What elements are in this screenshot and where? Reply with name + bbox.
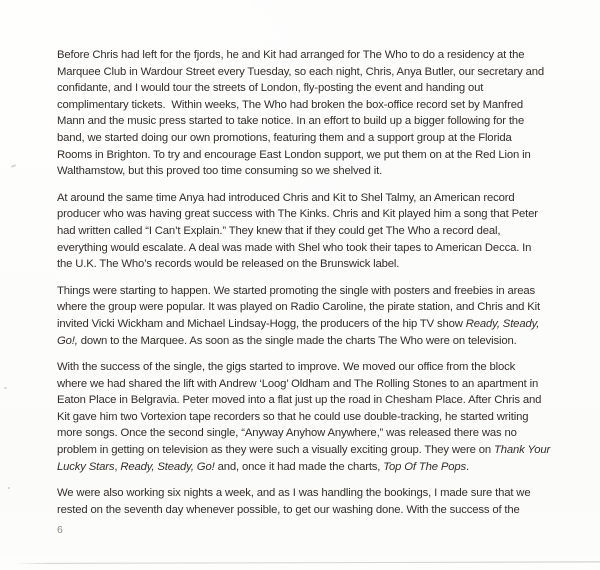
text-segment: With the success of the single, the gigs started to improve. We moved our office from the block (57, 361, 516, 374)
text-line (57, 299, 573, 316)
page-text (57, 47, 573, 528)
text-line (57, 442, 573, 459)
text-line (57, 130, 573, 147)
text-segment: Top Of The Pops (383, 460, 467, 473)
text-segment: . (466, 460, 470, 473)
text-segment: , (114, 460, 121, 473)
text-segment: Walthamstow, but this proved too time consuming so we shelved it. (57, 165, 383, 178)
text-segment: and, once it had made the charts, (214, 460, 384, 473)
text-segment: Thank Your (494, 444, 551, 457)
text-line (57, 47, 573, 64)
text-line (57, 333, 573, 350)
text-segment: At around the same time Anya had introduced Chris and Kit to Shel Talmy, an American record (57, 191, 515, 204)
text-line (57, 163, 573, 180)
text-line (57, 206, 573, 223)
text-line (57, 223, 573, 240)
text-segment: We were also working six nights a week, and as I was handling the bookings, I made sure that we (57, 487, 531, 500)
text-line (57, 425, 573, 442)
text-segment: Eaton Place in Belgravia. Peter moved into a flat just up the road in Chesham Place. After Chris and (57, 394, 542, 407)
text-segment: Go!, (57, 334, 78, 347)
text-segment: complimentary tickets. Within weeks, The Who had broken the box-office record set by Manfred (57, 98, 523, 111)
text-line (57, 147, 573, 164)
paragraph (57, 47, 573, 180)
text-segment: problem in getting on television as they were such a visually exciting group. They were on (57, 444, 495, 457)
text-segment: Things were starting to happen. We started promoting the single with posters and freebies in areas (57, 284, 536, 297)
text-segment: band, we started doing our own promotions, featuring them and a support group at the Florida (57, 131, 512, 144)
text-segment: Lucky Stars (57, 460, 115, 473)
scan-speck (8, 487, 10, 489)
text-segment: producer who was having great success with The Kinks. Chris and Kit played him a song that Peter (57, 208, 538, 221)
text-line (57, 485, 573, 502)
paragraph (57, 359, 573, 475)
page-edge-background (0, 565, 600, 570)
text-segment: the U.K. The Who’s records would be released on the Brunswick label. (57, 258, 400, 271)
text-line (57, 190, 573, 207)
text-segment: invited Vicki Wickham and Michael Lindsay-Hogg, the producers of the hip TV show (57, 317, 466, 330)
text-segment: confidante, and I would tour the streets of London, fly-posting the event and handing out (57, 82, 484, 95)
text-segment: more songs. Once the second single, “Anyway Anyhow Anywhere,” was released there was no (57, 427, 517, 440)
text-segment: Marquee Club in Wardour Street every Tuesday, so each night, Chris, Anya Butler, our secretary and (57, 65, 545, 78)
text-line (57, 97, 573, 114)
text-line (57, 459, 573, 476)
text-segment: everything would escalate. A deal was made with Shel who took their tapes to American Decca. In (57, 241, 532, 254)
text-segment: Kit gave him two Vortexion tape recorders so that he could use double-tracking, he started writing (57, 410, 529, 423)
paragraph (57, 190, 573, 273)
text-line (57, 80, 573, 97)
text-line (57, 359, 573, 376)
text-line (57, 392, 573, 409)
text-segment: Ready, Steady, Go! (120, 460, 215, 473)
paragraph (57, 485, 573, 518)
text-segment: Before Chris had left for the fjords, he and Kit had arranged for The Who to do a residency at the (57, 49, 525, 61)
text-segment: where we had shared the lift with Andrew ‘Loog’ Oldham and The Rolling Stones to an apartment in (57, 377, 539, 390)
text-line (57, 502, 573, 519)
text-line (57, 376, 573, 393)
text-line (57, 256, 573, 273)
scan-speck (4, 387, 7, 389)
text-segment: rested on the seventh day whenever possible, to get our washing done. With the success of the (57, 503, 520, 516)
text-line (57, 283, 573, 300)
scan-speck (11, 164, 16, 167)
page-number: 6 (57, 524, 63, 536)
text-segment: Mann and the music press started to take notice. In an effort to build up a bigger following for the (57, 115, 525, 128)
text-segment: down to the Marquee. As soon as the single made the charts The Who were on television. (77, 334, 517, 347)
text-segment: Rooms in Brighton. To try and encourage East London support, we put them on at the Red Lion in (57, 148, 531, 161)
paragraph (57, 283, 573, 349)
text-line (57, 409, 573, 426)
text-segment: had written called “I Can’t Explain.” They knew that if they could get The Who a record deal, (57, 224, 501, 237)
text-line (57, 240, 573, 257)
text-segment: where the group were popular. It was played on Radio Caroline, the pirate station, and Chris and Kit (57, 301, 540, 314)
text-line (57, 316, 573, 333)
text-line (57, 64, 573, 81)
text-line (57, 113, 573, 130)
text-segment: Ready, Steady, (465, 317, 540, 330)
